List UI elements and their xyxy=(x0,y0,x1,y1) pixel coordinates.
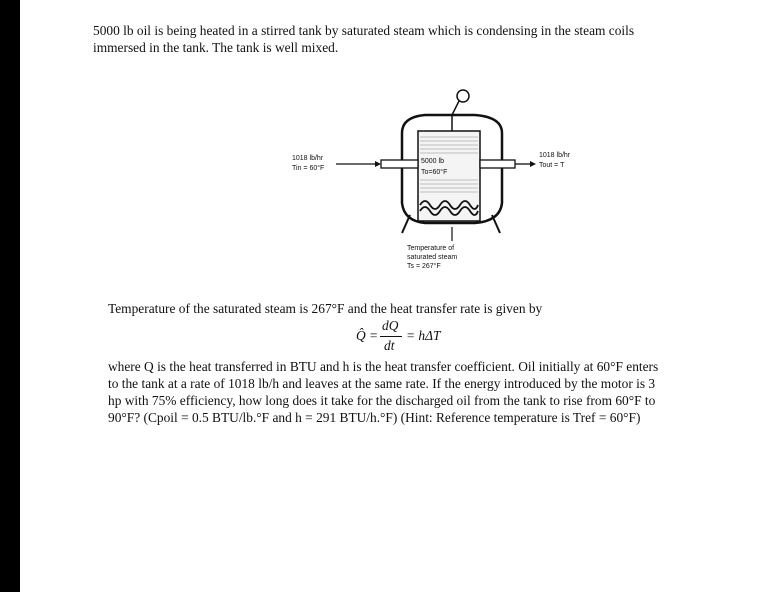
question-line-2: to the tank at a rate of 1018 lb/h and leaves at the same rate. If the energy introduced by the motor is 3 xyxy=(108,376,656,391)
question-line-3: hp with 75% efficiency, how long does it take for the discharged oil from the tank to rise from 60°F to xyxy=(108,393,656,408)
outlet-rate-label: 1018 lb/hr xyxy=(539,152,571,159)
equation-numerator: dQ xyxy=(382,318,399,333)
equation-lhs: Q̂ = xyxy=(356,328,379,343)
problem-intro xyxy=(93,22,753,56)
steam-statement: Temperature of the saturated steam is 267°F and the heat transfer rate is given by xyxy=(108,301,543,316)
equation-rhs: = hΔT xyxy=(406,328,441,343)
steam-temp-label-3: Ts = 267°F xyxy=(407,263,441,270)
question-line-4: 90°F? (Cpoil = 0.5 BTU/lb.°F and h = 291 BTU/h.°F) (Hint: Reference temperature is Tref = 60°F) xyxy=(108,410,641,425)
left-black-border xyxy=(0,0,20,592)
inlet-rate-label: 1018 lb/hr xyxy=(292,155,324,162)
inlet-temp-label: Tin = 60°F xyxy=(292,165,325,172)
steam-temp-label-2: saturated steam xyxy=(407,254,458,261)
inlet-pipe xyxy=(336,160,418,168)
outlet-pipe xyxy=(480,160,536,168)
question-text xyxy=(108,358,760,426)
outlet-temp-label: Tout = T xyxy=(539,162,565,169)
intro-line-2: immersed in the tank. The tank is well mixed. xyxy=(93,40,339,55)
equation-denominator: dt xyxy=(384,338,395,353)
heat-rate-equation xyxy=(356,318,516,358)
question-line-1: where Q is the heat transferred in BTU and h is the heat transfer coefficient. Oil initially at 60°F enters xyxy=(108,359,659,374)
stirred-tank-diagram xyxy=(280,85,610,285)
fraction-bar xyxy=(380,336,402,337)
steam-temp-label-1: Temperature of xyxy=(407,245,455,252)
intro-line-1: 5000 lb oil is being heated in a stirred tank by saturated steam which is condensing in the steam coils xyxy=(93,23,635,38)
tank-mass-label: 5000 lb xyxy=(421,158,444,165)
tank-temp-label: To=60°F xyxy=(421,169,448,176)
